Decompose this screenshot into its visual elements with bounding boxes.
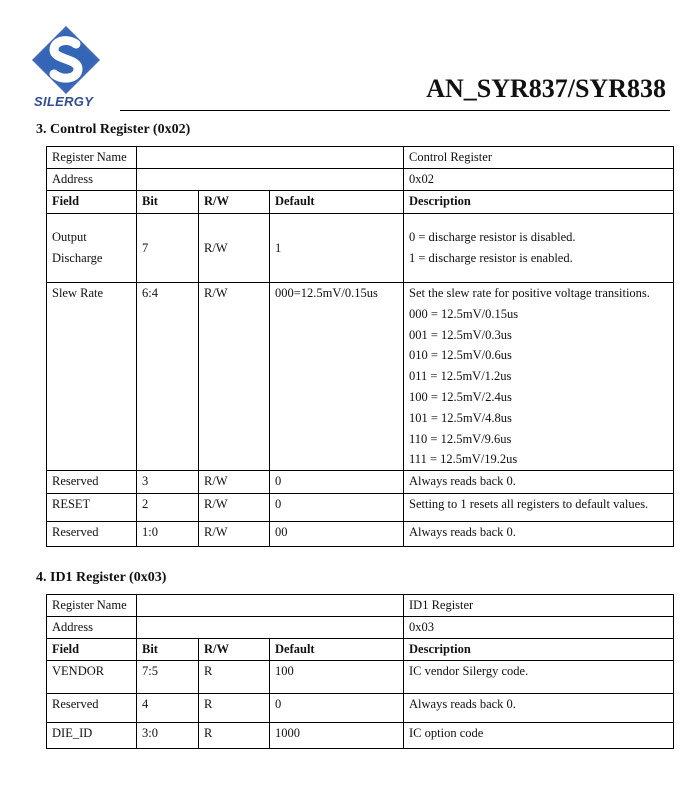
column-header-bit: Bit [137,191,199,214]
register-name-value: ID1 Register [404,595,674,617]
rw-cell: R [199,694,270,723]
default-cell: 00 [270,522,404,547]
description-line: Set the slew rate for positive voltage transitions. [409,286,650,300]
description-cell [404,214,674,283]
description-line: 110 = 12.5mV/9.6us [409,431,512,446]
address-value: 0x02 [404,169,674,191]
header-divider [120,110,670,111]
rw-cell: R/W [199,283,270,471]
description-line: 011 = 12.5mV/1.2us [409,369,512,384]
rw-cell: R/W [199,214,270,283]
table-row [47,661,674,694]
address-label: Address [47,169,137,191]
default-cell: 1000 [270,723,404,749]
column-header-bit: Bit [137,639,199,661]
description-cell: Always reads back 0. [404,694,674,723]
column-header-row [47,191,674,214]
register-name-row [47,595,674,617]
description-line: 010 = 12.5mV/0.6us [409,348,512,363]
section-4-title: 4. ID1 Register (0x03) [36,570,167,585]
table-row [47,283,674,471]
table-row [47,694,674,723]
description-line: 1 = discharge resistor is enabled. [409,251,573,265]
bit-cell: 6:4 [137,283,199,471]
silergy-diamond-icon [30,24,102,96]
bit-cell: 3:0 [137,723,199,749]
default-cell: 0 [270,471,404,494]
description-cell: Always reads back 0. [404,471,674,494]
address-value: 0x03 [404,617,674,639]
rw-cell: R/W [199,522,270,547]
column-header-rw: R/W [199,191,270,214]
register-name-blank [137,595,404,617]
field-line: Discharge [52,251,103,265]
rw-cell: R/W [199,494,270,522]
table-row [47,494,674,522]
field-cell: Reserved [47,471,137,494]
address-row [47,169,674,191]
field-cell: Reserved [47,522,137,547]
column-header-field: Field [47,191,137,214]
address-blank [137,169,404,191]
default-cell: 0 [270,494,404,522]
table-row [47,723,674,749]
register-name-value: Control Register [404,147,674,169]
bit-cell: 7 [137,214,199,283]
field-cell: RESET [47,494,137,522]
column-header-rw: R/W [199,639,270,661]
register-name-label: Register Name [47,147,137,169]
description-line: 001 = 12.5mV/0.3us [409,327,512,342]
id1-register-table [46,594,674,749]
bit-cell: 1:0 [137,522,199,547]
address-blank [137,617,404,639]
description-cell: Setting to 1 resets all registers to default values. [404,494,674,522]
description-line: 111 = 12.5mV/19.2us [409,452,518,467]
section-3-title: 3. Control Register (0x02) [36,122,191,137]
description-line: 100 = 12.5mV/2.4us [409,389,512,404]
control-register-table [46,146,674,547]
column-header-default: Default [270,191,404,214]
column-header-row [47,639,674,661]
column-header-description: Description [404,639,674,661]
description-cell: Always reads back 0. [404,522,674,547]
default-cell: 000=12.5mV/0.15us [270,283,404,471]
table-row [47,471,674,494]
field-cell: VENDOR [47,661,137,694]
description-line: 101 = 12.5mV/4.8us [409,410,512,425]
description-cell: IC vendor Silergy code. [404,661,674,694]
default-cell: 1 [270,214,404,283]
field-cell: Reserved [47,694,137,723]
address-label: Address [47,617,137,639]
address-row [47,617,674,639]
default-cell: 100 [270,661,404,694]
description-cell: IC option code [404,723,674,749]
default-cell: 0 [270,694,404,723]
field-line: Output [52,230,87,245]
column-header-description: Description [404,191,674,214]
bit-cell: 2 [137,494,199,522]
column-header-field: Field [47,639,137,661]
document-title: AN_SYR837/SYR838 [426,74,666,103]
table-row [47,214,674,283]
bit-cell: 7:5 [137,661,199,694]
description-cell [404,283,674,471]
silergy-logo [30,24,110,116]
bit-cell: 4 [137,694,199,723]
register-name-row [47,147,674,169]
field-cell: DIE_ID [47,723,137,749]
logo-wordmark: SILERGY [34,94,94,109]
register-name-label: Register Name [47,595,137,617]
field-cell: Slew Rate [47,283,137,471]
register-name-blank [137,147,404,169]
field-cell [47,214,137,283]
column-header-default: Default [270,639,404,661]
rw-cell: R/W [199,471,270,494]
description-line: 0 = discharge resistor is disabled. [409,230,576,245]
table-row [47,522,674,547]
description-line: 000 = 12.5mV/0.15us [409,306,519,321]
bit-cell: 3 [137,471,199,494]
rw-cell: R [199,661,270,694]
rw-cell: R [199,723,270,749]
